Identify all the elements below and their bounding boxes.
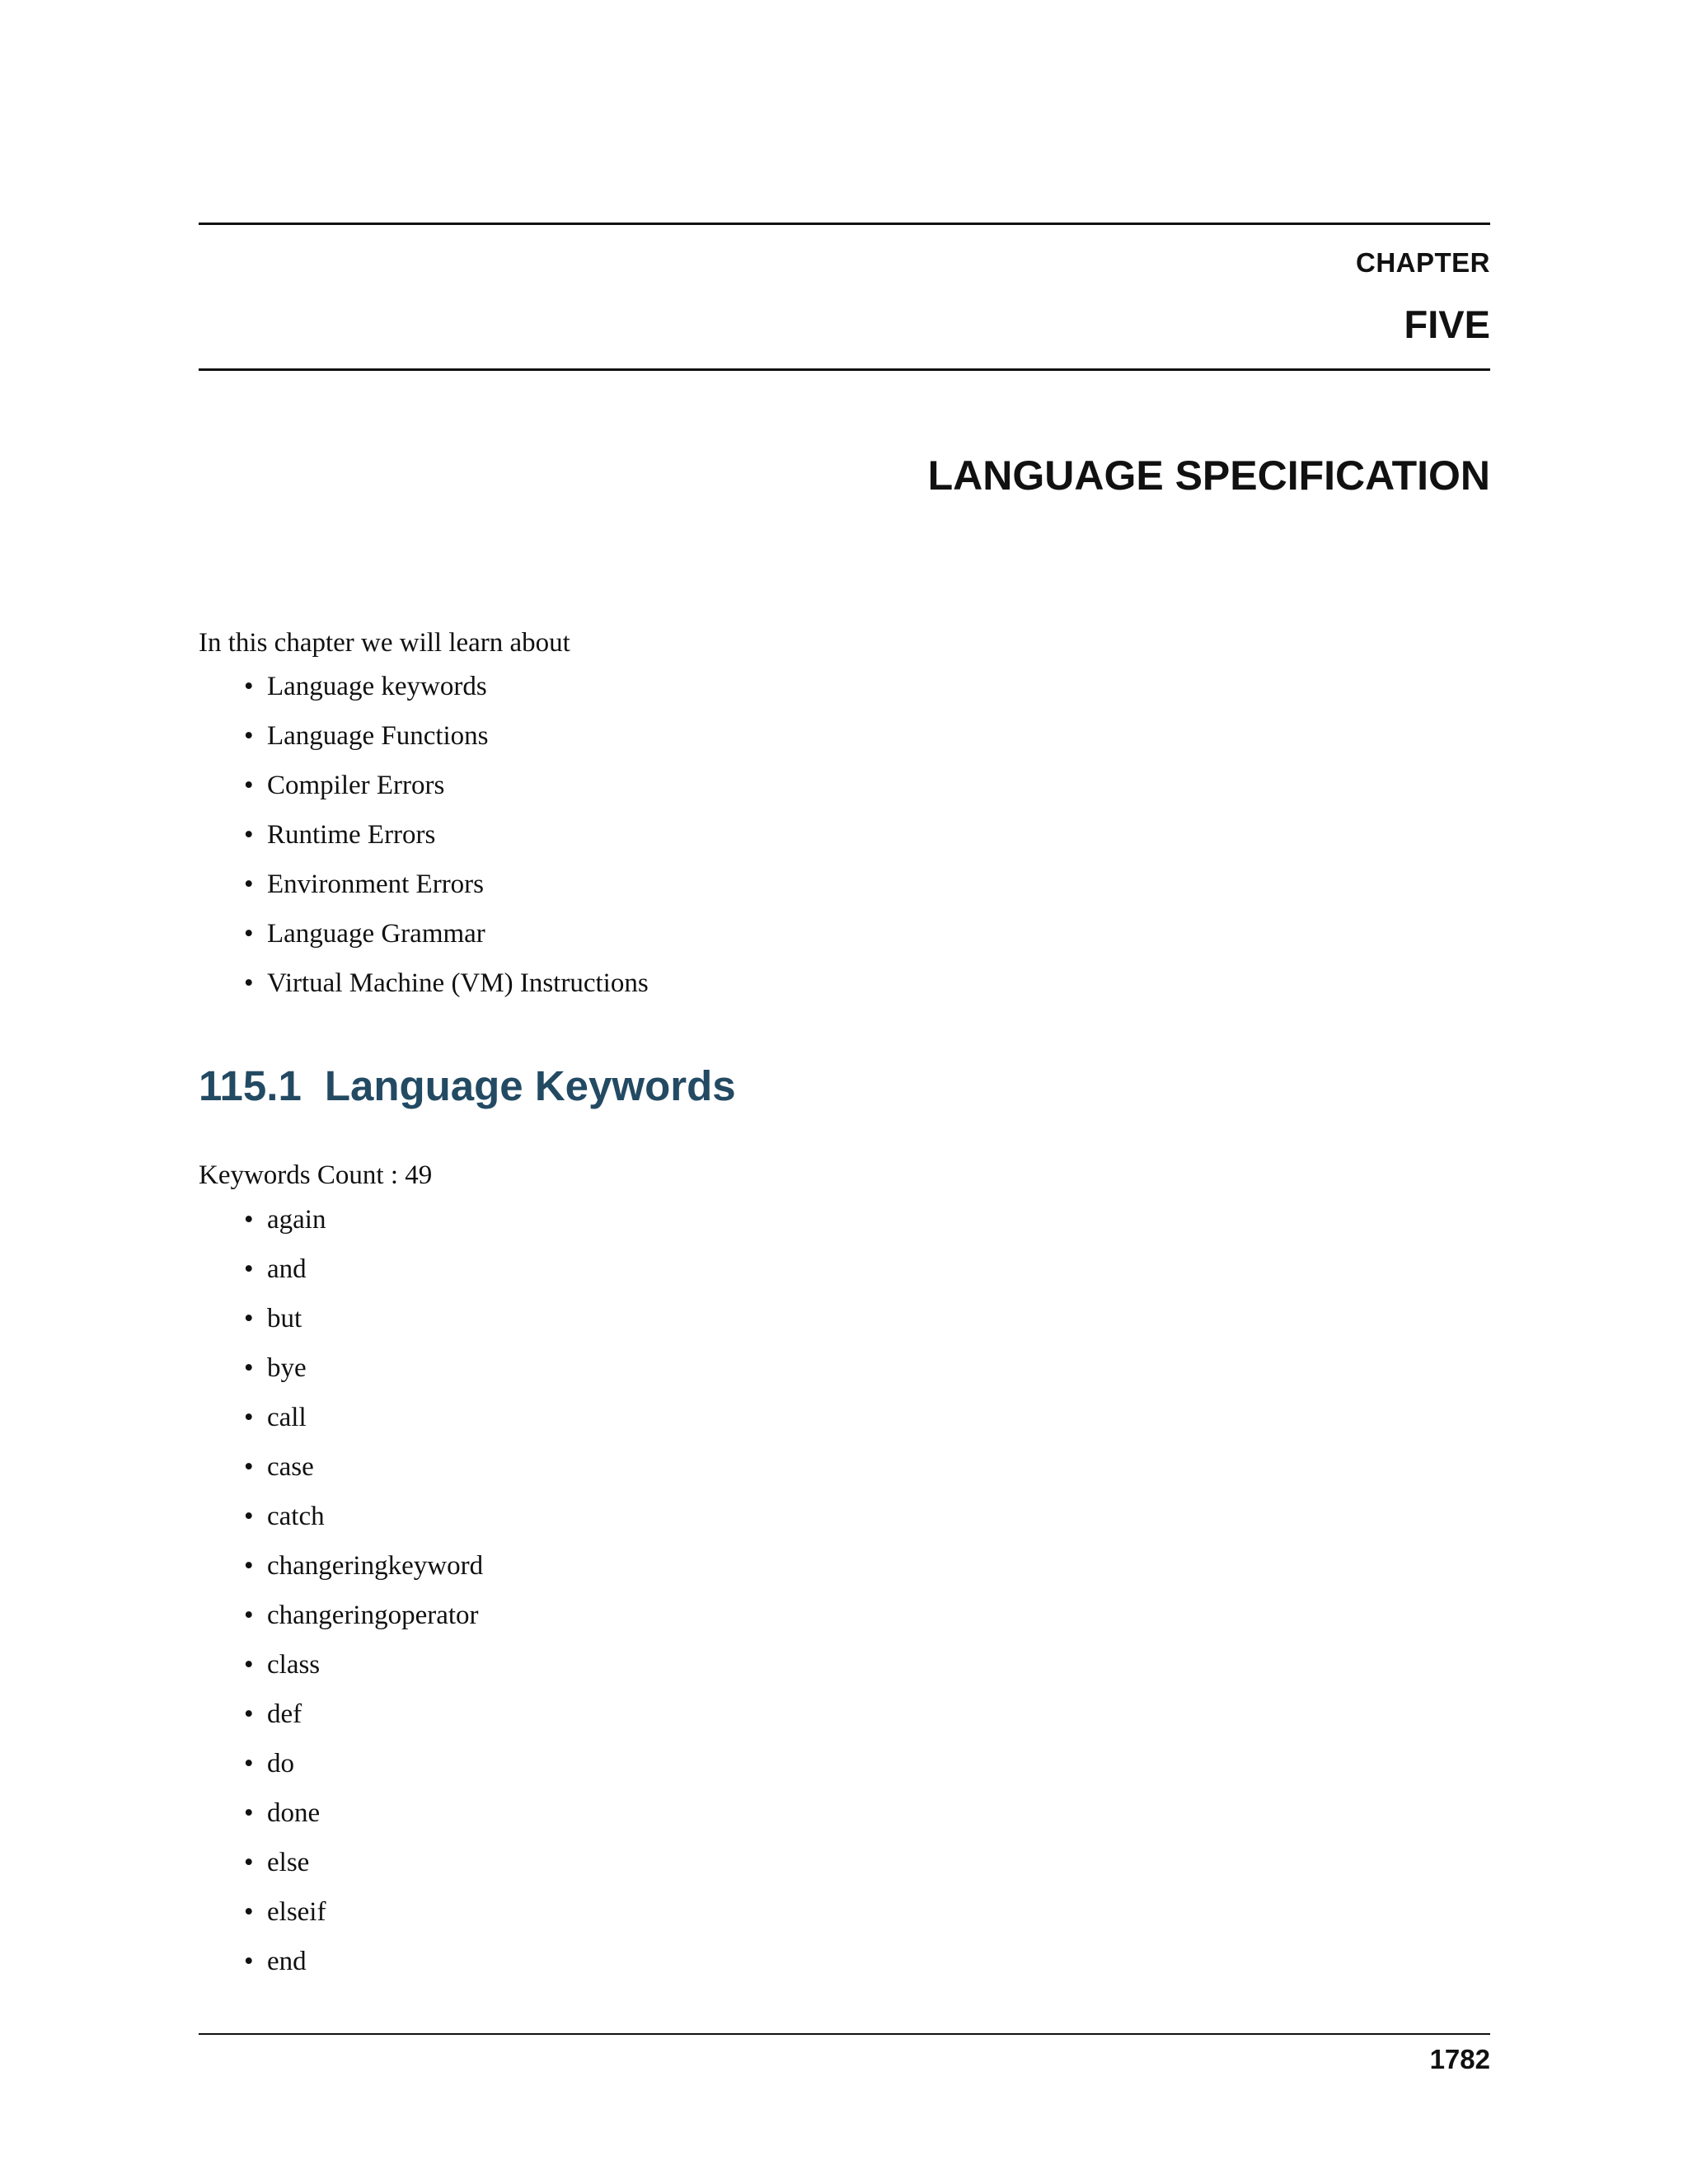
bullet-icon: • xyxy=(244,1353,254,1383)
list-item-text: Virtual Machine (VM) Instructions xyxy=(267,968,649,998)
keyword-text: changeringoperator xyxy=(267,1601,479,1630)
bullet-icon: • xyxy=(244,1749,254,1779)
keyword-text: class xyxy=(267,1650,321,1680)
chapter-bottom-rule xyxy=(199,368,1490,371)
bullet-icon: • xyxy=(244,1650,254,1680)
list-item xyxy=(199,964,649,1014)
bullet-icon: • xyxy=(244,1403,254,1432)
keyword-text: end xyxy=(267,1947,307,1976)
page-number: 1782 xyxy=(1429,2044,1490,2074)
bullet-icon: • xyxy=(244,1601,254,1630)
section-number: 115.1 xyxy=(199,1062,302,1109)
keyword-text: do xyxy=(267,1749,294,1779)
chapter-title: LANGUAGE SPECIFICATION xyxy=(927,452,1490,499)
keyword-text: case xyxy=(267,1452,314,1482)
bullet-icon: • xyxy=(244,1699,254,1729)
list-item xyxy=(199,1844,483,1893)
bullet-icon: • xyxy=(244,721,254,751)
intro-paragraph: In this chapter we will learn about xyxy=(199,628,570,658)
keyword-text: else xyxy=(267,1848,310,1877)
keyword-text: elseif xyxy=(267,1897,326,1927)
list-item xyxy=(199,1300,483,1349)
section-title: Language Keywords xyxy=(324,1062,736,1109)
list-item-text: Compiler Errors xyxy=(267,771,445,800)
list-item xyxy=(199,1794,483,1844)
footer-rule xyxy=(199,2033,1490,2035)
bullet-icon: • xyxy=(244,820,254,850)
list-item xyxy=(199,1646,483,1695)
keyword-list xyxy=(199,1201,483,1992)
bullet-icon: • xyxy=(244,919,254,949)
list-item xyxy=(199,1547,483,1596)
keyword-text: changeringkeyword xyxy=(267,1551,484,1581)
bullet-icon: • xyxy=(244,1798,254,1828)
bullet-icon: • xyxy=(244,869,254,899)
list-item xyxy=(199,766,649,816)
list-item xyxy=(199,717,649,766)
bullet-icon: • xyxy=(244,1551,254,1581)
list-item xyxy=(199,1250,483,1300)
list-item xyxy=(199,1448,483,1497)
list-item xyxy=(199,668,649,717)
list-item xyxy=(199,1695,483,1745)
bullet-icon: • xyxy=(244,1304,254,1333)
list-item-text: Language keywords xyxy=(267,672,487,701)
keyword-text: def xyxy=(267,1699,302,1729)
bullet-icon: • xyxy=(244,1205,254,1235)
list-item xyxy=(199,915,649,964)
keyword-text: and xyxy=(267,1254,307,1284)
bullet-icon: • xyxy=(244,1848,254,1877)
chapter-top-rule xyxy=(199,223,1490,225)
keyword-text: bye xyxy=(267,1353,307,1383)
chapter-number: FIVE xyxy=(1404,302,1490,346)
list-item xyxy=(199,1943,483,1992)
bullet-icon: • xyxy=(244,672,254,701)
list-item xyxy=(199,1201,483,1250)
list-item-text: Language Functions xyxy=(267,721,489,751)
list-item xyxy=(199,1893,483,1943)
list-item xyxy=(199,1596,483,1646)
keyword-text: catch xyxy=(267,1502,325,1531)
keyword-text: call xyxy=(267,1403,307,1432)
keyword-text: but xyxy=(267,1304,302,1333)
bullet-icon: • xyxy=(244,1947,254,1976)
bullet-icon: • xyxy=(244,1502,254,1531)
keywords-count: Keywords Count : 49 xyxy=(199,1160,433,1190)
list-item xyxy=(199,865,649,915)
intro-topic-list xyxy=(199,668,649,1014)
bullet-icon: • xyxy=(244,1897,254,1927)
list-item xyxy=(199,1399,483,1448)
keyword-text: again xyxy=(267,1205,326,1235)
bullet-icon: • xyxy=(244,1254,254,1284)
bullet-icon: • xyxy=(244,968,254,998)
keyword-text: done xyxy=(267,1798,321,1828)
list-item-text: Language Grammar xyxy=(267,919,485,949)
list-item-text: Environment Errors xyxy=(267,869,485,899)
list-item xyxy=(199,1497,483,1547)
chapter-label: CHAPTER xyxy=(1355,247,1490,278)
list-item xyxy=(199,1349,483,1399)
list-item xyxy=(199,1745,483,1794)
bullet-icon: • xyxy=(244,1452,254,1482)
bullet-icon: • xyxy=(244,771,254,800)
list-item-text: Runtime Errors xyxy=(267,820,436,850)
section-heading xyxy=(199,1062,736,1110)
list-item xyxy=(199,816,649,865)
